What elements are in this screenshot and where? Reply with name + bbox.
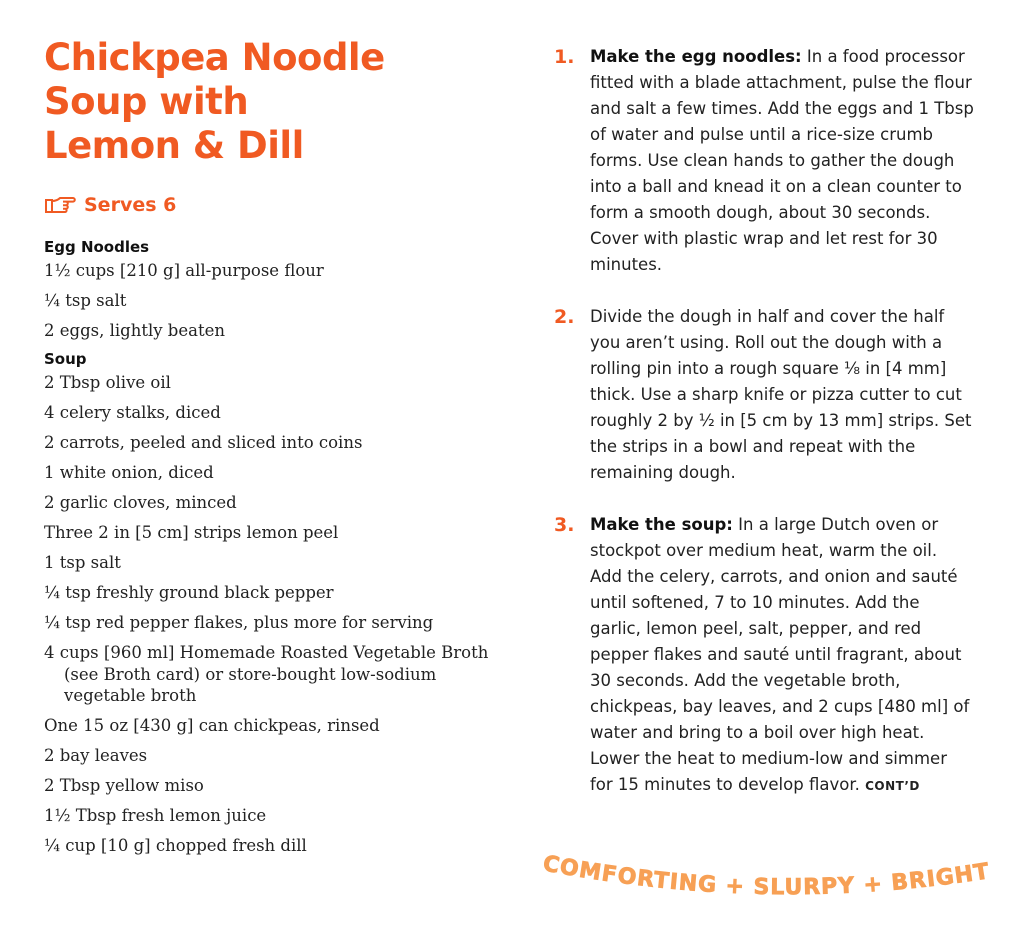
- section-heading: Egg Noodles: [44, 238, 150, 256]
- ingredient-item: ¼ cup [10 g] chopped fresh dill: [44, 836, 307, 855]
- ingredient-item: 2 bay leaves: [44, 746, 148, 765]
- tagline-banner: [538, 848, 998, 918]
- ingredient-item: ¼ tsp freshly ground black pepper: [44, 583, 334, 602]
- ingredient-item: 2 Tbsp yellow miso: [44, 776, 204, 795]
- step-lead: Make the egg noodles:: [590, 47, 802, 66]
- step-lead: Make the soup:: [590, 515, 733, 534]
- direction-step: [554, 512, 974, 799]
- step-text: [590, 304, 974, 486]
- ingredient-item: Three 2 in [5 cm] strips lemon peel: [44, 523, 339, 542]
- ingredient-item: One 15 oz [430 g] can chickpeas, rinsed: [44, 716, 380, 735]
- ingredient-item: 4 celery stalks, diced: [44, 403, 221, 422]
- section-heading: Soup: [44, 350, 87, 368]
- title-line: Lemon & Dill: [44, 124, 304, 167]
- ingredient-item: ¼ tsp salt: [44, 291, 127, 310]
- ingredient-item: ¼ tsp red pepper flakes, plus more for serving: [44, 613, 434, 632]
- step-body-text: In a large Dutch oven or stockpot over medium heat, warm the oil. Add the celery, carrots, and onion and sauté until softened, 7 to 10 minutes. Add the garlic, lemon peel, salt, pepper, and red pepper flakes and sauté until fragrant, about 30 seconds. Add the vegetable broth, chickpeas, bay leaves, and 2 cups [480 ml] of water and bring to a boil over high heat. Lower the heat to medium-low and simmer for 15 minutes to develop flavor.: [590, 515, 970, 794]
- continued-label: CONT’D: [865, 779, 920, 793]
- pointing-hand-icon: [44, 194, 76, 216]
- direction-step: [554, 304, 974, 486]
- tagline-textpath: COMFORTING + SLURPY + BRIGHT: [540, 851, 992, 901]
- step-body-text: In a food processor fitted with a blade attachment, pulse the flour and salt a few times. Add the eggs and 1 Tbsp of water and pulse until a rice-size crumb forms. Use clean hands to gather the dough into a ball and knead it on a clean counter to form a smooth dough, about 30 seconds. Cover with plastic wrap and let rest for 30 minutes.: [590, 47, 974, 274]
- tagline-text: [541, 851, 992, 900]
- title-line: Chickpea Noodle: [44, 36, 385, 79]
- step-number: 3.: [554, 514, 575, 536]
- ingredient-list: [44, 238, 494, 857]
- serves-line: [44, 194, 494, 216]
- ingredient-item: 1 tsp salt: [44, 553, 121, 572]
- ingredient-item: 1½ Tbsp fresh lemon juice: [44, 806, 267, 825]
- title-line: Soup with: [44, 80, 249, 123]
- ingredient-item: 2 carrots, peeled and sliced into coins: [44, 433, 363, 452]
- serves-text: Serves 6: [84, 194, 177, 216]
- recipe-title: [44, 36, 494, 168]
- ingredient-item: 1 white onion, diced: [44, 463, 214, 482]
- direction-step: [554, 44, 974, 278]
- ingredients-column: [44, 36, 494, 865]
- ingredient-item: 2 eggs, lightly beaten: [44, 321, 225, 340]
- ingredient-item: 2 garlic cloves, minced: [44, 493, 237, 512]
- ingredient-item: 4 cups [960 ml] Homemade Roasted Vegetable Broth (see Broth card) or store-bought low-sodium vegetable broth: [44, 643, 489, 705]
- step-text: [590, 44, 974, 278]
- step-number: 2.: [554, 306, 575, 328]
- step-number: 1.: [554, 46, 575, 68]
- directions-column: [554, 44, 974, 825]
- ingredient-item: 2 Tbsp olive oil: [44, 373, 171, 392]
- step-text: [590, 512, 974, 799]
- step-body-text: Divide the dough in half and cover the half you aren’t using. Roll out the dough with a rolling pin into a rough square ⅛ in [4 mm] thick. Use a sharp knife or pizza cutter to cut roughly 2 by ½ in [5 cm by 13 mm] strips. Set the strips in a bowl and repeat with the remaining dough.: [590, 307, 972, 482]
- ingredient-item: 1½ cups [210 g] all-purpose flour: [44, 261, 324, 280]
